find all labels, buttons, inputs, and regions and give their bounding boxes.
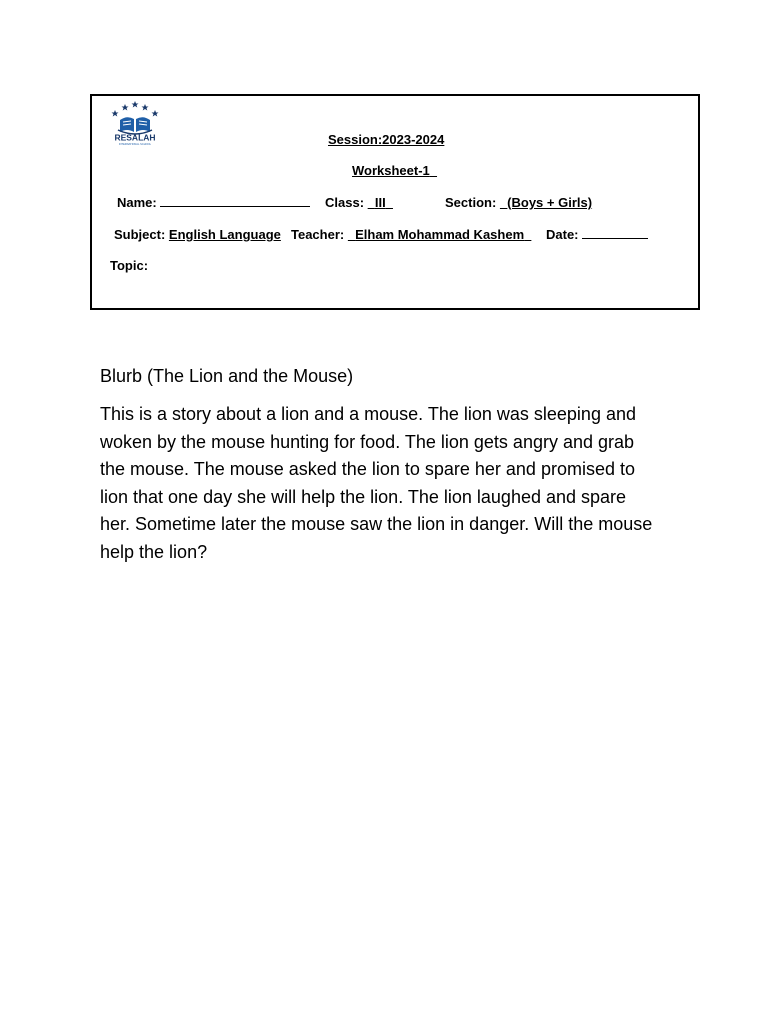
section-value: (Boys + Girls) — [507, 195, 593, 210]
date-blank-field[interactable] — [582, 227, 648, 239]
worksheet-title-text: Worksheet-1 — [352, 163, 430, 178]
blurb-title: Blurb (The Lion and the Mouse) — [100, 366, 354, 386]
section-label: Section: — [445, 195, 497, 210]
date-row — [546, 227, 648, 242]
teacher-label: Teacher: — [291, 227, 345, 242]
section-row — [445, 195, 592, 210]
teacher-value: Elham Mohammad Kashem — [355, 227, 525, 242]
worksheet-title — [352, 163, 437, 178]
class-value: III — [374, 195, 386, 210]
topic-label: Topic: — [110, 258, 149, 273]
teacher-row — [291, 227, 531, 242]
subject-label: Subject: — [114, 227, 166, 242]
logo-subtitle: INTERNATIONAL SCHOOL — [118, 143, 152, 146]
class-label: Class: — [325, 195, 365, 210]
name-label: Name: — [117, 195, 157, 210]
subject-row — [114, 227, 281, 242]
session-label: Session:2023-2024 — [328, 132, 445, 147]
name-blank-field[interactable] — [160, 195, 310, 207]
class-row — [325, 195, 393, 210]
logo-book — [118, 117, 152, 134]
name-row — [117, 195, 310, 210]
logo-stars — [112, 101, 159, 117]
date-label: Date: — [546, 227, 579, 242]
resalah-logo — [101, 100, 169, 146]
logo-wordmark: RESALAH — [114, 132, 156, 143]
subject-value: English Language — [168, 227, 281, 242]
blurb-paragraph: This is a story about a lion and a mouse. The lion was sleeping and woken by the mouse hunting for food. The lion gets angry and grab the mouse. The mouse asked the lion to spare her and promised to lion that one day she will help the lion. The lion laughed and spare her. Sometime later the mouse saw the lion in danger. Will the mouse help the lion? — [100, 404, 653, 562]
